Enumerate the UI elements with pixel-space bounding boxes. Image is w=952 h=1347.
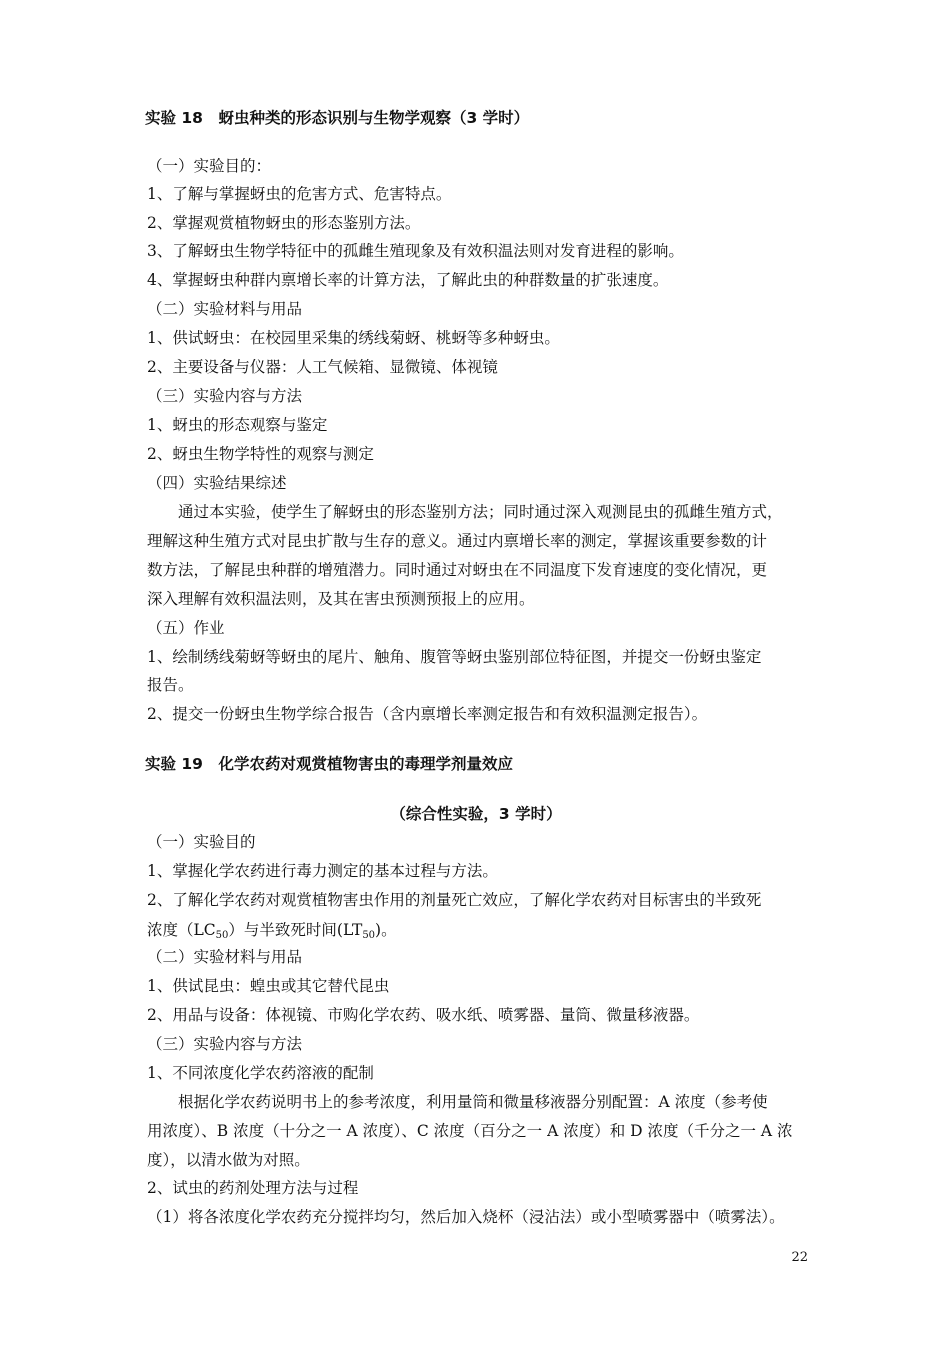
text-line: 1、供试蚜虫：在校园里采集的绣线菊蚜、桃蚜等多种蚜虫。 xyxy=(147,329,560,347)
text-line: 理解这种生殖方式对昆虫扩散与生存的意义。通过内禀增长率的测定，掌握该重要参数的计 xyxy=(147,532,768,550)
text-line: 1、不同浓度化学农药溶液的配制 xyxy=(147,1064,374,1082)
text-line: 根据化学农药说明书上的参考浓度，利用量筒和微量移液器分别配置：A 浓度（参考使 xyxy=(147,1093,768,1111)
text-line: 深入理解有效积温法则，及其在害虫预测预报上的应用。 xyxy=(147,590,535,608)
text-line: 2、掌握观赏植物蚜虫的形态鉴别方法。 xyxy=(147,214,421,232)
text-line: 2、用品与设备：体视镜、市购化学农药、吸水纸、喷雾器、量筒、微量移液器。 xyxy=(147,1006,700,1024)
text-line: 2、了解化学农药对观赏植物害虫作用的剂量死亡效应，了解化学农药对目标害虫的半致死 xyxy=(147,891,762,909)
text-line: （二）实验材料与用品 xyxy=(147,948,303,966)
text-line: 2、试虫的药剂处理方法与过程 xyxy=(147,1179,359,1197)
text-line: （一）实验目的： xyxy=(147,157,272,175)
experiment-18-title: 实验 18 蚜虫种类的形态识别与生物学观察（3 学时） xyxy=(145,109,530,127)
lc50-line: 浓度$(LC_{50})$与半致死时间$(LT_{50})$。 xyxy=(147,921,397,941)
page-number: 22 xyxy=(791,1250,808,1265)
text-line: 数方法，了解昆虫种群的增殖潜力。同时通过对蚜虫在不同温度下发育速度的变化情况，更 xyxy=(147,561,768,579)
text-line: 3、了解蚜虫生物学特征中的孤雌生殖现象及有效积温法则对发育进程的影响。 xyxy=(147,242,684,260)
text-line: 1、绘制绣线菊蚜等蚜虫的尾片、触角、腹管等蚜虫鉴别部位特征图，并提交一份蚜虫鉴定 xyxy=(147,648,762,666)
experiment-19-subtitle: （综合性实验，3 学时） xyxy=(390,805,562,823)
text-line: （三）实验内容与方法 xyxy=(147,1035,303,1053)
text-line: 1、了解与掌握蚜虫的危害方式、危害特点。 xyxy=(147,185,452,203)
text-line: 度），以清水做为对照。 xyxy=(147,1151,310,1169)
experiment-19-title: 实验 19 化学农药对观赏植物害虫的毒理学剂量效应 xyxy=(145,755,513,773)
text-line: （五）作业 xyxy=(147,619,225,637)
text-line: （三）实验内容与方法 xyxy=(147,387,303,405)
text-line: 通过本实验，使学生了解蚜虫的形态鉴别方法；同时通过深入观测昆虫的孤雌生殖方式， xyxy=(147,503,783,521)
text-line: 1、掌握化学农药进行毒力测定的基本过程与方法。 xyxy=(147,862,498,880)
text-line: 报告。 xyxy=(147,676,194,694)
text-line: （1）将各浓度化学农药充分搅拌均匀，然后加入烧杯（浸沾法）或小型喷雾器中（喷雾法）。 xyxy=(147,1208,785,1226)
text-line: （二）实验材料与用品 xyxy=(147,300,303,318)
text-line: （四）实验结果综述 xyxy=(147,474,287,492)
text-line: 2、提交一份蚜虫生物学综合报告（含内禀增长率测定报告和有效积温测定报告）。 xyxy=(147,705,708,723)
text-line: 1、供试昆虫：蝗虫或其它替代昆虫 xyxy=(147,977,390,995)
text-line: 2、蚜虫生物学特性的观察与测定 xyxy=(147,445,374,463)
text-line: 1、蚜虫的形态观察与鉴定 xyxy=(147,416,328,434)
text-line: 4、掌握蚜虫种群内禀增长率的计算方法，了解此虫的种群数量的扩张速度。 xyxy=(147,271,669,289)
text-line: 2、主要设备与仪器：人工气候箱、显微镜、体视镜 xyxy=(147,358,498,376)
text-line: （一）实验目的 xyxy=(147,833,256,851)
text-line: 用浓度）、B 浓度（十分之一 A 浓度）、C 浓度（百分之一 A 浓度）和 D 浓度（千分之一 A 浓 xyxy=(147,1122,793,1140)
